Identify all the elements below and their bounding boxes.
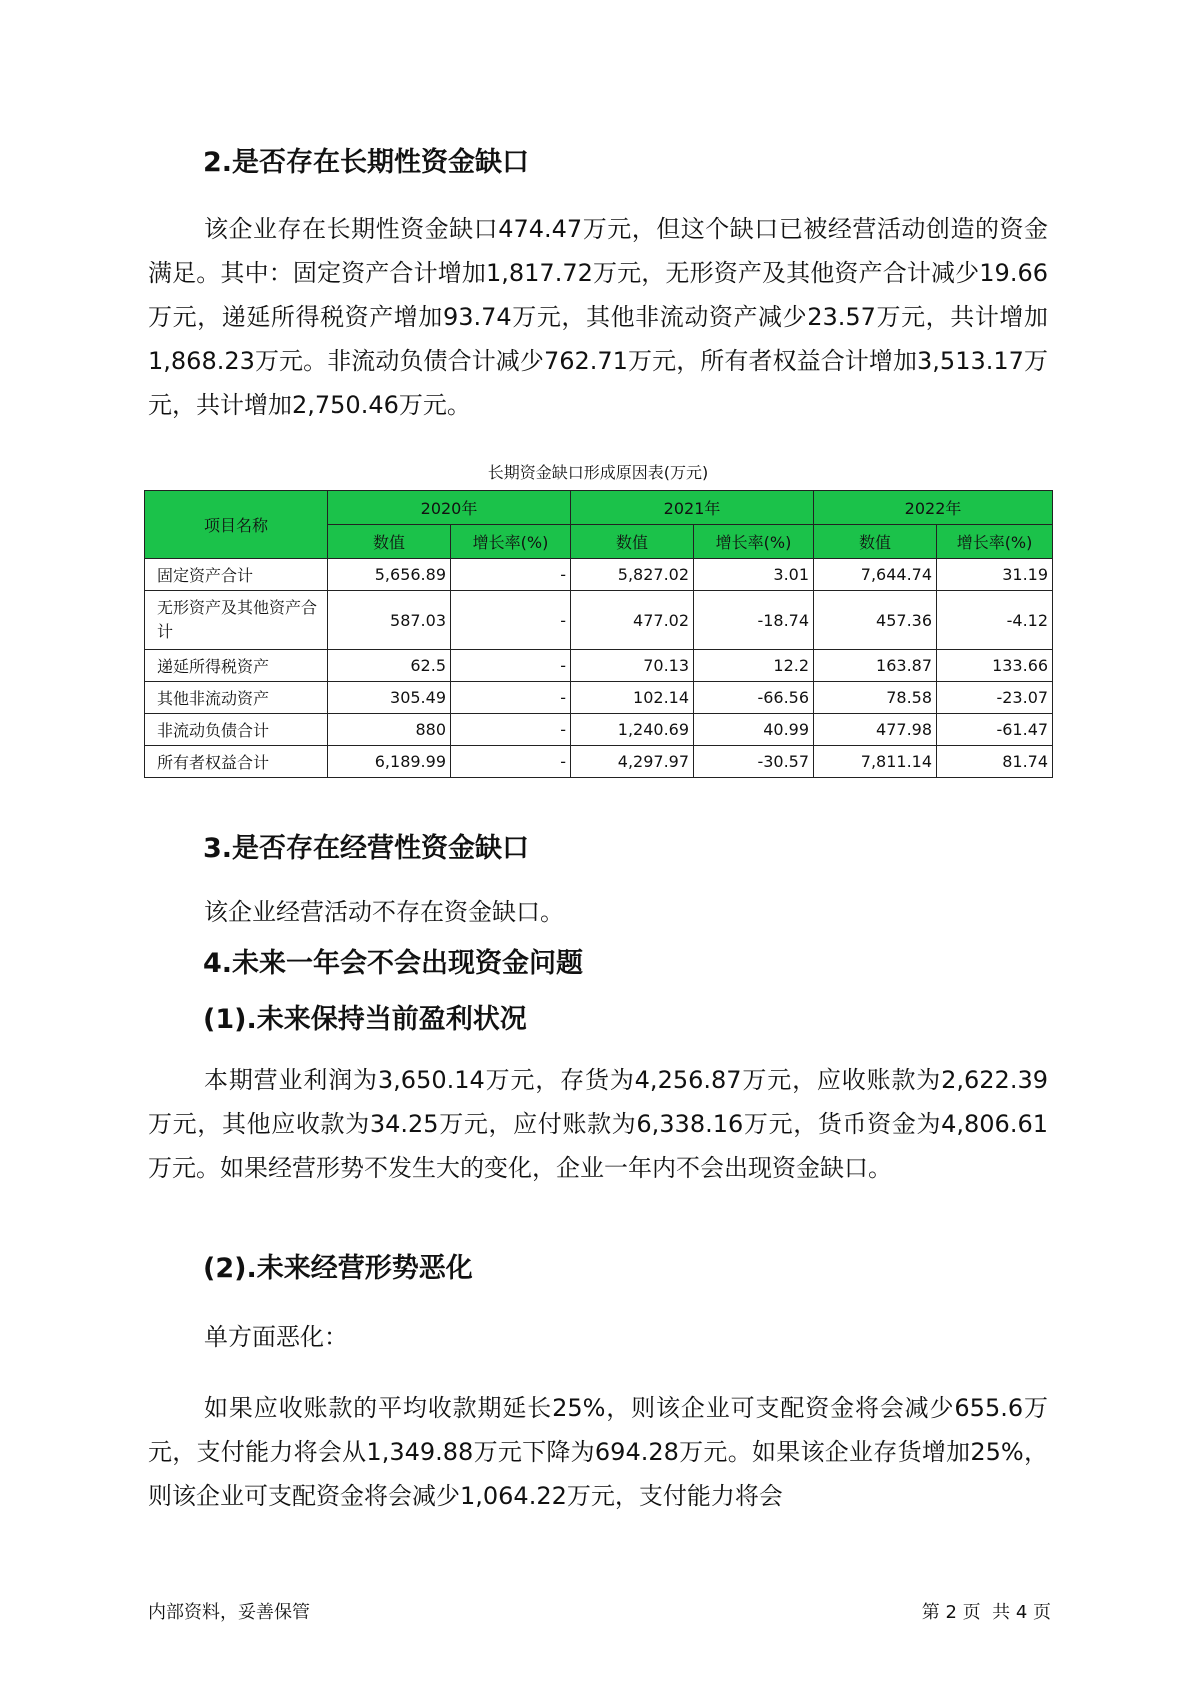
- value-2022: 477.98: [814, 714, 937, 746]
- table-row: [145, 650, 1053, 682]
- value-2020: 587.03: [328, 591, 451, 650]
- value-2021: 70.13: [571, 650, 694, 682]
- row-name: 其他非流动资产: [145, 682, 328, 714]
- growth-2020: -: [451, 682, 571, 714]
- growth-2021: 12.2: [694, 650, 814, 682]
- header-year-2020: 2020年: [328, 491, 571, 525]
- header-year-2021: 2021年: [571, 491, 814, 525]
- growth-2020: -: [451, 559, 571, 591]
- growth-2021: 40.99: [694, 714, 814, 746]
- value-2022: 78.58: [814, 682, 937, 714]
- table-caption: 长期资金缺口形成原因表(万元): [487, 463, 709, 482]
- table-row: [145, 559, 1053, 591]
- value-2020: 5,656.89: [328, 559, 451, 591]
- growth-2022: 133.66: [937, 650, 1053, 682]
- growth-2020: -: [451, 650, 571, 682]
- section-2-title: 2.是否存在长期性资金缺口: [203, 147, 530, 178]
- value-2020: 305.49: [328, 682, 451, 714]
- table-row: [145, 591, 1053, 650]
- header-growth: 增长率(%): [694, 525, 814, 559]
- growth-2020: -: [451, 714, 571, 746]
- section-4-2-paragraph: 如果应收账款的平均收款期延长25%，则该企业可支配资金将会减少655.6万元，支付能力将会从1,349.88万元下降为694.28万元。如果该企业存货增加25%，则该企业可支配资金将会减少1,064.22万元，支付能力将会: [148, 1394, 1048, 1510]
- footer-confidential-note: 内部资料，妥善保管: [148, 1602, 310, 1623]
- row-name: 递延所得税资产: [145, 650, 328, 682]
- growth-2020: -: [451, 591, 571, 650]
- footer-page-number: 第 2 页 共 4 页: [921, 1602, 1051, 1623]
- growth-2022: -61.47: [937, 714, 1053, 746]
- growth-2021: -30.57: [694, 746, 814, 778]
- growth-2020: -: [451, 746, 571, 778]
- value-2021: 4,297.97: [571, 746, 694, 778]
- row-name: 无形资产及其他资产合计: [145, 591, 328, 650]
- value-2020: 6,189.99: [328, 746, 451, 778]
- header-value: 数值: [328, 525, 451, 559]
- value-2021: 477.02: [571, 591, 694, 650]
- value-2021: 1,240.69: [571, 714, 694, 746]
- section-4-2-subtitle: 单方面恶化：: [204, 1323, 348, 1351]
- value-2022: 7,811.14: [814, 746, 937, 778]
- section-3-title: 3.是否存在经营性资金缺口: [203, 833, 530, 864]
- section-2-paragraph: 该企业存在长期性资金缺口474.47万元，但这个缺口已被经营活动创造的资金满足。其中：固定资产合计增加1,817.72万元，无形资产及其他资产合计减少19.66万元，递延所得税资产增加93.74万元，其他非流动资产减少23.57万元，共计增加1,868.23万元。非流动负债合计减少762.71万元，所有者权益合计增加3,513.17万元，共计增加2,750.46万元。: [148, 215, 1048, 419]
- value-2022: 7,644.74: [814, 559, 937, 591]
- value-2020: 880: [328, 714, 451, 746]
- section-4-1-title: (1).未来保持当前盈利状况: [203, 1004, 527, 1035]
- growth-2021: 3.01: [694, 559, 814, 591]
- growth-2021: -18.74: [694, 591, 814, 650]
- table-row: [145, 714, 1053, 746]
- growth-2022: 31.19: [937, 559, 1053, 591]
- growth-2022: -4.12: [937, 591, 1053, 650]
- section-4-1-paragraph: 本期营业利润为3,650.14万元，存货为4,256.87万元，应收账款为2,622.39万元，其他应收款为34.25万元，应付账款为6,338.16万元，货币资金为4,806.61万元。如果经营形势不发生大的变化，企业一年内不会出现资金缺口。: [148, 1066, 1048, 1182]
- value-2022: 163.87: [814, 650, 937, 682]
- value-2020: 62.5: [328, 650, 451, 682]
- header-value: 数值: [814, 525, 937, 559]
- header-item-name: 项目名称: [145, 491, 328, 559]
- growth-2022: -23.07: [937, 682, 1053, 714]
- section-4-2-title: (2).未来经营形势恶化: [203, 1253, 473, 1284]
- header-growth: 增长率(%): [451, 525, 571, 559]
- row-name: 非流动负债合计: [145, 714, 328, 746]
- section-4-title: 4.未来一年会不会出现资金问题: [203, 948, 584, 979]
- growth-2021: -66.56: [694, 682, 814, 714]
- section-3-paragraph: 该企业经营活动不存在资金缺口。: [204, 898, 564, 926]
- table-row: [145, 746, 1053, 778]
- value-2021: 5,827.02: [571, 559, 694, 591]
- table-row: [145, 682, 1053, 714]
- header-value: 数值: [571, 525, 694, 559]
- row-name: 所有者权益合计: [145, 746, 328, 778]
- value-2021: 102.14: [571, 682, 694, 714]
- growth-2022: 81.74: [937, 746, 1053, 778]
- value-2022: 457.36: [814, 591, 937, 650]
- header-year-2022: 2022年: [814, 491, 1053, 525]
- long-term-gap-table: [144, 490, 1053, 778]
- row-name: 固定资产合计: [145, 559, 328, 591]
- header-growth: 增长率(%): [937, 525, 1053, 559]
